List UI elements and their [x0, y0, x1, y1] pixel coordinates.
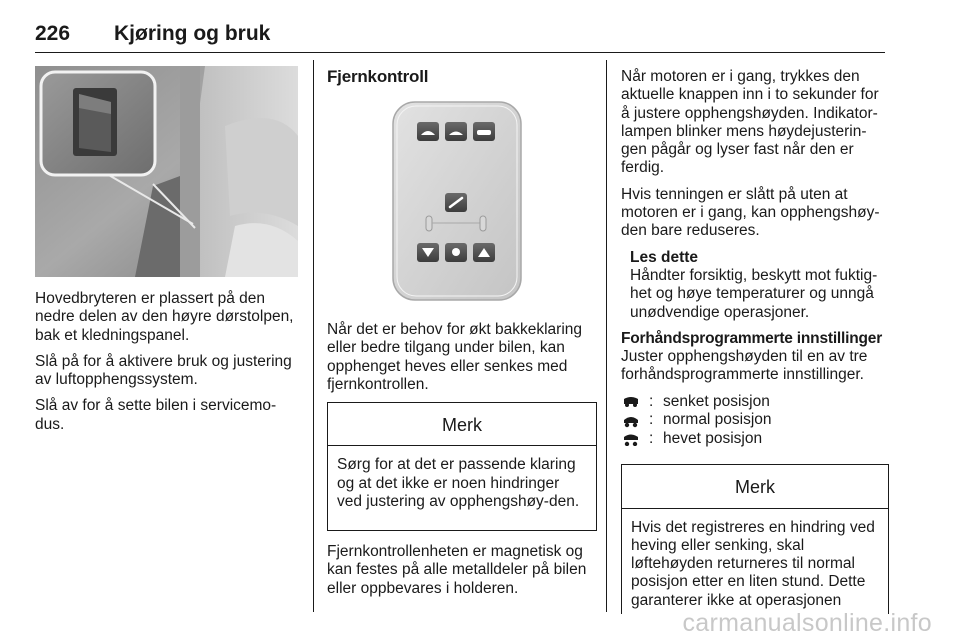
page-header	[35, 20, 885, 53]
main-switch-photo	[35, 66, 298, 277]
note-text: Hvis det registreres en hindring ved heving eller senking, skal løftehøyden returneres til normal posisjon etter en liten stund. Dette garanterer ikke at operasjonen	[631, 518, 875, 609]
list-separator: :	[649, 411, 654, 429]
list-item	[621, 393, 889, 412]
column-divider	[606, 60, 607, 612]
middle-column-heading-wrap	[327, 68, 597, 94]
position-label: senket posisjon	[663, 392, 770, 410]
list-separator: :	[649, 429, 654, 447]
note-text: Sørg for at det er passende klaring og at det ikke er noen hindringer ved justering av opphengshøy-den.	[337, 456, 580, 511]
remote-control-heading: Fjernkontroll	[327, 67, 429, 86]
note-box	[327, 402, 597, 531]
page-number: 226	[35, 22, 71, 45]
warning-block	[621, 249, 889, 322]
engine-running-text: Når motoren er i gang, trykkes den aktuelle knappen inn i to sekunder for å justere opphengshøyden. Indikator-lampen blinker mens høydejusterin-gen pågår og lyser fast når den er ferdig.	[621, 68, 879, 177]
service-button	[445, 193, 467, 212]
note-box	[621, 464, 889, 614]
main-switch-location-text: Hovedbryteren er plassert på den nedre delen av den høyre dørstolpen, bak et kledningspanel.	[35, 290, 294, 344]
lowered-car-icon	[621, 395, 641, 409]
preset-buttons	[417, 122, 495, 141]
switch-off-text: Slå av for å sette bilen i servicemo-dus.	[35, 397, 277, 433]
adjust-buttons	[417, 243, 495, 262]
chapter-title: Kjøring og bruk	[114, 22, 271, 45]
remote-magnetic-text: Fjernkontrollenheten er magnetisk og kan festes på alle metalldeler på bilen eller oppbevares i holderen.	[327, 543, 587, 597]
ignition-on-text: Hvis tenningen er slått på uten at motoren er i gang, kan opphengshøy-den bare reduseres.	[621, 185, 880, 240]
note-title: Merk	[622, 465, 888, 508]
position-label: hevet posisjon	[663, 429, 763, 447]
raised-car-icon	[621, 432, 641, 446]
switch-on-text: Slå på for å aktivere bruk og justering av luftopphengssystem.	[35, 352, 292, 389]
preset-intro-text: Juster opphengshøyden til en av tre forhåndsprogrammerte innstillinger.	[621, 348, 868, 384]
list-separator: :	[649, 392, 654, 410]
position-label: normal posisjon	[663, 411, 772, 429]
position-list	[621, 393, 889, 449]
middle-column	[327, 321, 597, 606]
normal-car-icon	[621, 414, 641, 428]
remote-control-illustration	[313, 94, 591, 306]
left-column	[35, 290, 305, 442]
right-column	[621, 68, 889, 614]
list-item	[621, 411, 889, 430]
watermark: carmanualsonline.info	[682, 609, 932, 637]
warning-title: Les dette	[630, 248, 699, 266]
warning-text: Håndter forsiktig, beskytt mot fuktig-het og høye temperaturer og unngå unødvendige operasjoner.	[630, 266, 878, 321]
preset-heading: Forhåndsprogrammerte innstillinger	[621, 329, 883, 347]
remote-usage-text: Når det er behov for økt bakkeklaring eller bedre tilgang under bilen, kan opphenget heves eller senkes med fjernkontrollen.	[327, 321, 583, 393]
note-title: Merk	[328, 403, 596, 446]
list-item	[621, 430, 889, 449]
